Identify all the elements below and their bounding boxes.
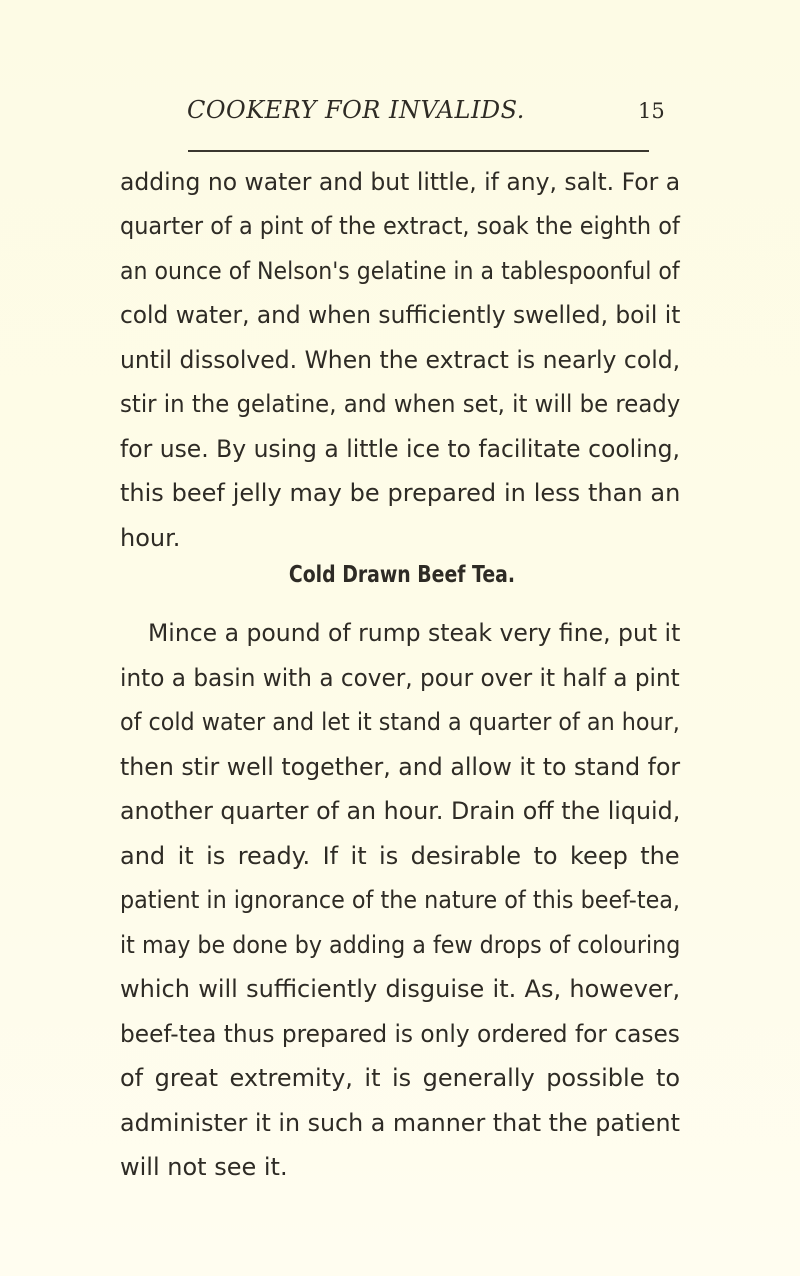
paragraph-1-line: adding no water and but little, if any, salt. For a bbox=[120, 168, 681, 196]
paragraph-2-line: administer it in such a manner that the patient bbox=[120, 1109, 680, 1137]
paragraph-1-line: an ounce of Nelson's gelatine in a tablespoonful of bbox=[120, 257, 680, 285]
paragraph-1-line: for use. By using a little ice to facilitate cooling, bbox=[120, 435, 680, 463]
paragraph-2-line: and it is ready. If it is desirable to keep the bbox=[120, 842, 680, 870]
paragraph-2-line: will not see it. bbox=[120, 1153, 288, 1181]
paragraph-1-line: cold water, and when sufficiently swelled, boil it bbox=[120, 301, 681, 329]
header-rule bbox=[188, 150, 649, 152]
paragraph-1-line: quarter of a pint of the extract, soak the eighth of bbox=[120, 212, 680, 240]
section-heading: Cold Drawn Beef Tea. bbox=[288, 562, 516, 588]
paragraph-2-line: it may be done by adding a few drops of colouring bbox=[120, 931, 681, 959]
paragraph-2-line: beef-tea thus prepared is only ordered for cases bbox=[120, 1020, 680, 1048]
paragraph-2-line: Mince a pound of rump steak very fine, put it bbox=[148, 619, 681, 647]
paragraph-2-line: of cold water and let it stand a quarter of an hour, bbox=[120, 708, 680, 736]
paragraph-2-line: of great extremity, it is generally possible to bbox=[120, 1064, 681, 1092]
paragraph-2-line: another quarter of an hour. Drain off the liquid, bbox=[120, 797, 681, 825]
running-title: COOKERY FOR INVALIDS. bbox=[187, 96, 525, 124]
paragraph-1-line: stir in the gelatine, and when set, it will be ready bbox=[120, 390, 681, 418]
paragraph-1-line: until dissolved. When the extract is nearly cold, bbox=[120, 346, 681, 374]
paragraph-2-line: then stir well together, and allow it to stand for bbox=[120, 753, 681, 781]
paragraph-1-line: this beef jelly may be prepared in less than an bbox=[120, 479, 681, 507]
paragraph-1-line: hour. bbox=[120, 524, 181, 552]
paragraph-2-line: patient in ignorance of the nature of this beef-tea, bbox=[120, 886, 681, 914]
paragraph-2-line: into a basin with a cover, pour over it half a pint bbox=[120, 664, 680, 692]
page-number: 15 bbox=[638, 99, 665, 123]
paragraph-2-line: which will sufficiently disguise it. As, however, bbox=[120, 975, 681, 1003]
